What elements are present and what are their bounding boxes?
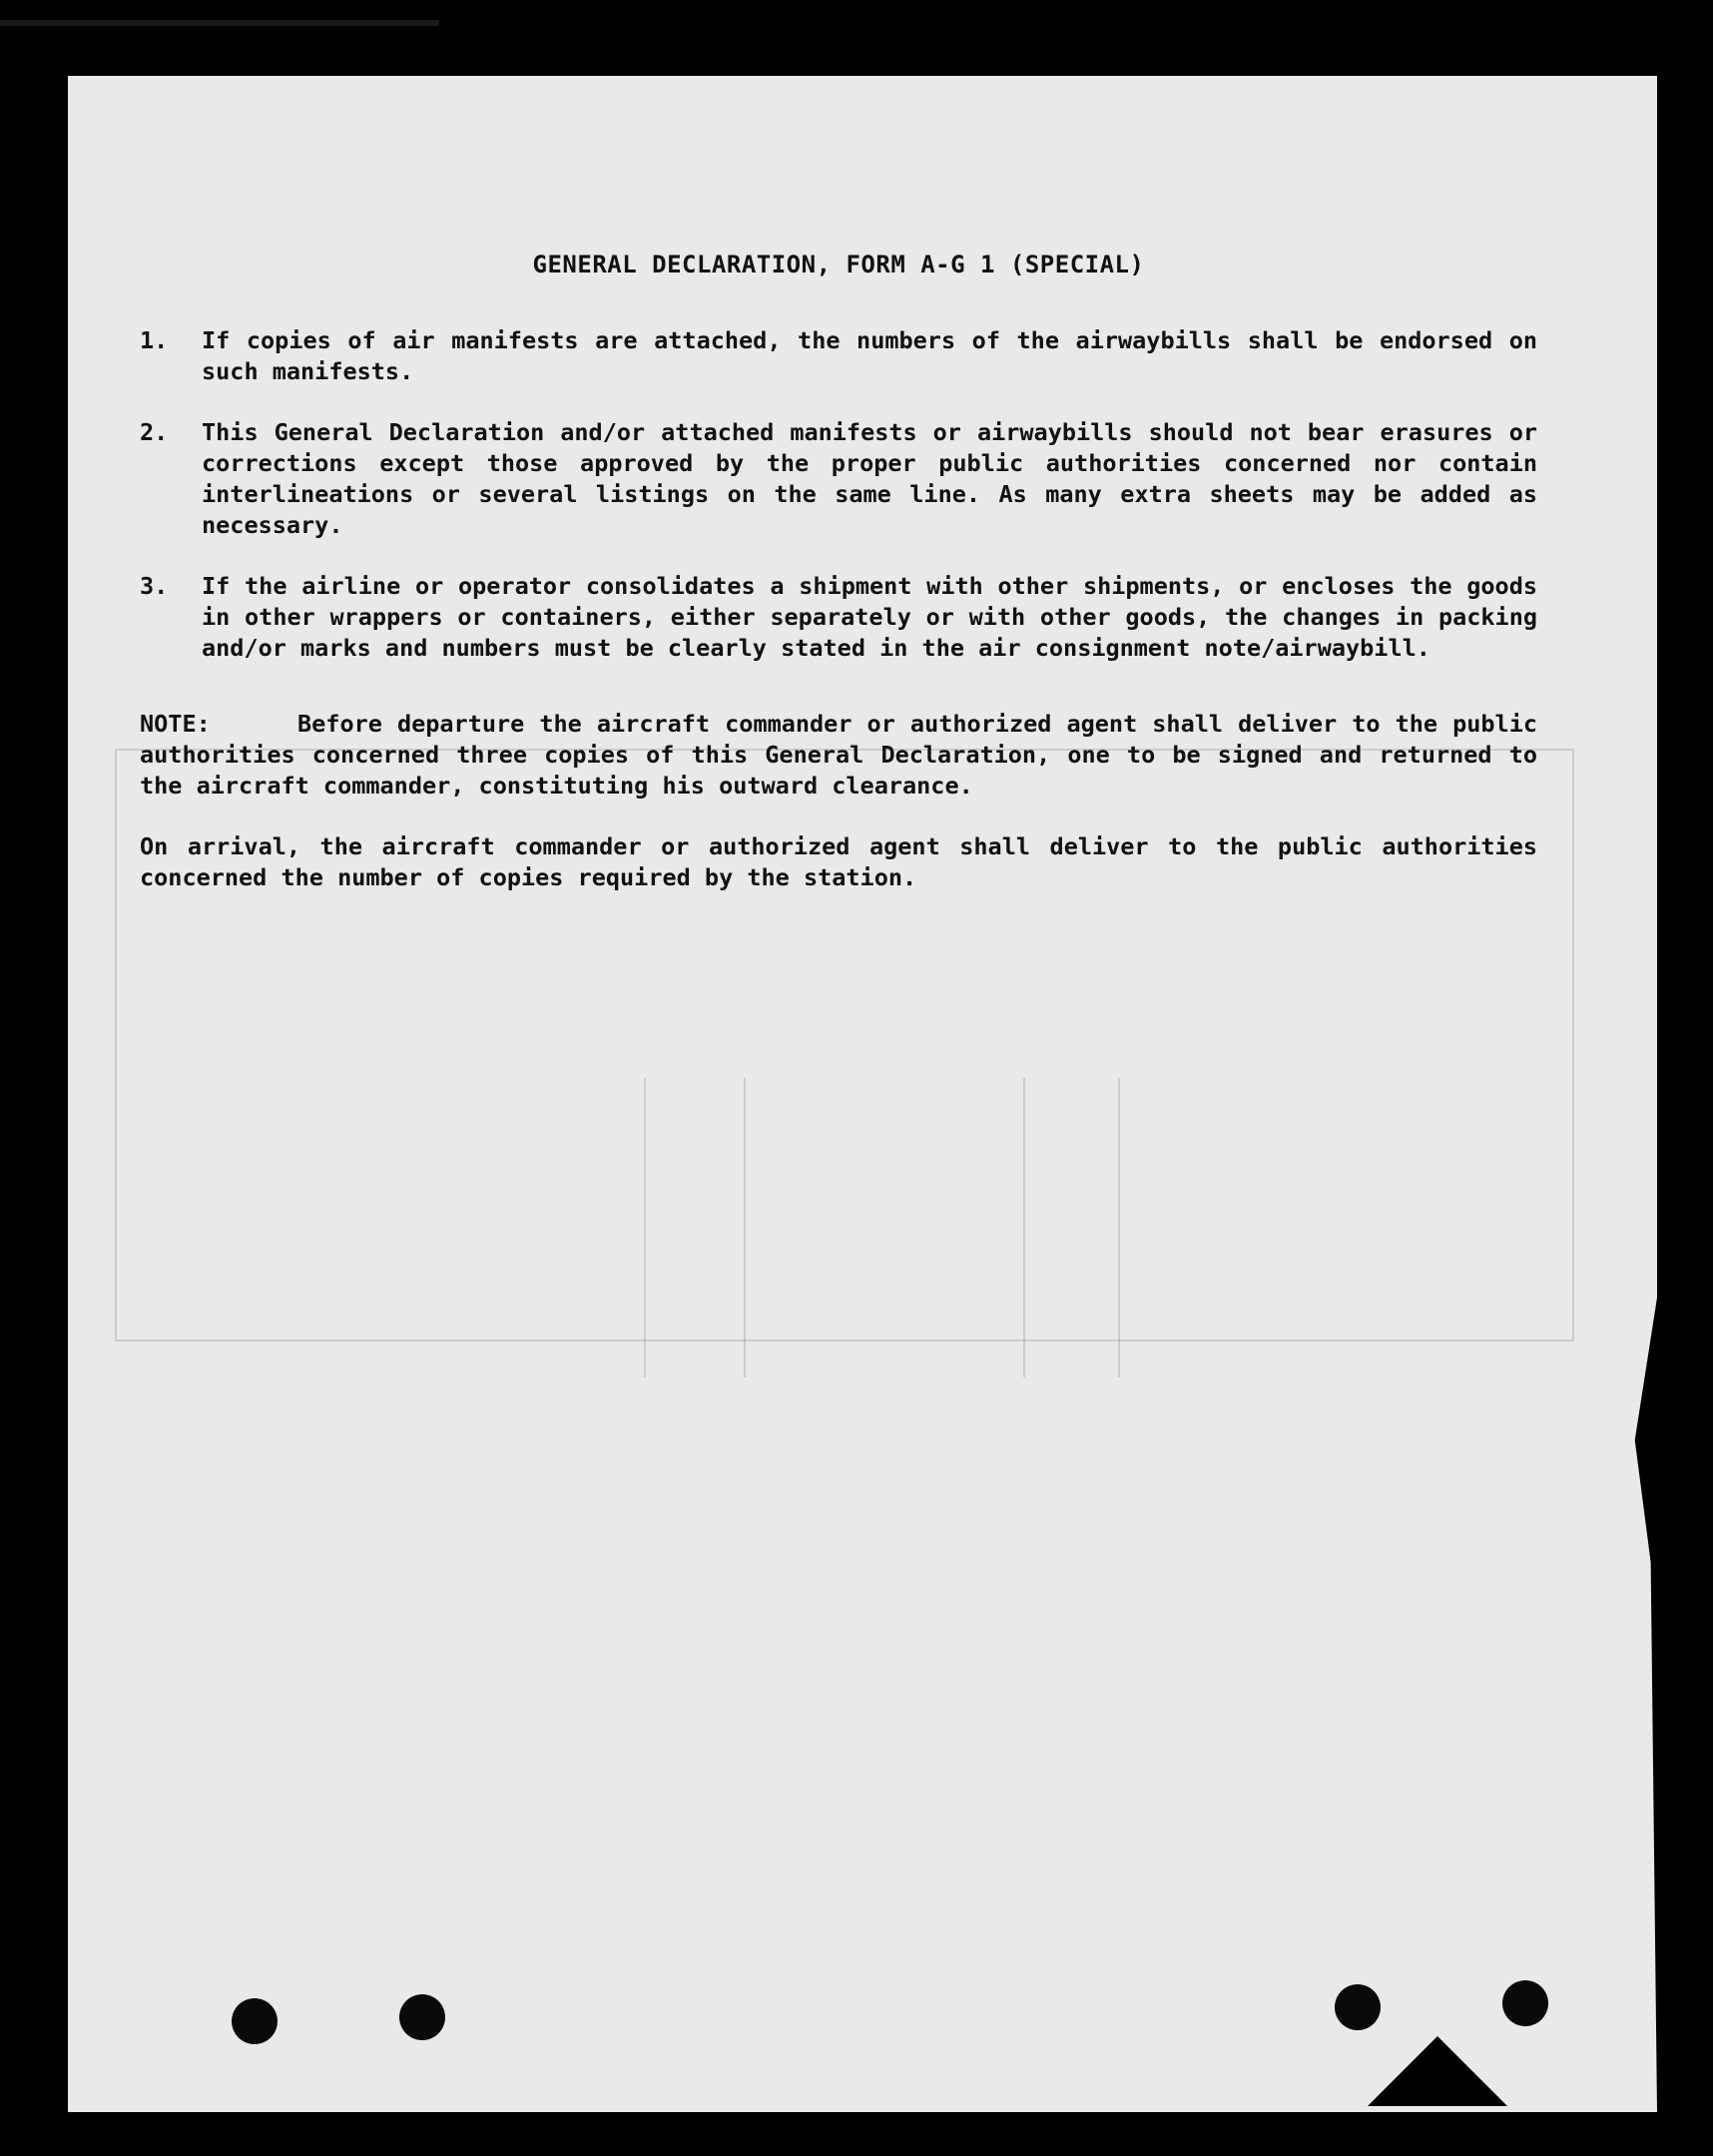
punch-hole <box>399 1994 445 2040</box>
paper-tear <box>1368 2036 1507 2106</box>
item-text: If copies of air manifests are attached, the numbers of the airwaybills shall be endorsed on such manifests. <box>202 326 1537 385</box>
scan-edge-strip <box>0 20 439 26</box>
bleed-through-line <box>1023 1078 1025 1377</box>
list-item <box>140 325 1537 387</box>
bleed-through-line <box>1118 1078 1120 1377</box>
list-item <box>140 417 1537 541</box>
page-title: GENERAL DECLARATION, FORM A-G 1 (SPECIAL) <box>532 251 1145 278</box>
item-number: 3. <box>140 572 169 600</box>
punch-hole <box>1502 1980 1548 2026</box>
declaration-text <box>140 250 1537 893</box>
note-text: Before departure the aircraft commander or authorized agent shall deliver to the public authorities concerned three copies of this General Declaration, one to be signed and returned to the aircraft commander, constituting his outward clearance. <box>140 710 1537 800</box>
bleed-through-line <box>744 1078 746 1377</box>
bleed-through-line <box>644 1078 646 1377</box>
item-number: 1. <box>140 326 169 354</box>
punch-hole <box>1335 1984 1381 2030</box>
item-number: 2. <box>140 418 169 446</box>
note-label: NOTE: <box>140 710 211 738</box>
list-item <box>140 571 1537 664</box>
punch-hole <box>232 1998 278 2044</box>
arrival-paragraph: On arrival, the aircraft commander or authorized agent shall deliver to the public authorities concerned the number of copies required by the station. <box>140 832 1537 891</box>
note-paragraph <box>140 709 1537 802</box>
item-text: If the airline or operator consolidates a shipment with other shipments, or encloses the goods in other wrappers or containers, either separately or with other goods, the changes in packing and/or marks and numbers must be clearly stated in the air consignment note/airwaybill. <box>202 572 1537 662</box>
item-text: This General Declaration and/or attached manifests or airwaybills should not bear erasures or corrections except those approved by the proper public authorities concerned nor contain interlineations or several listings on the same line. As many extra sheets may be added as necessary. <box>202 418 1537 539</box>
